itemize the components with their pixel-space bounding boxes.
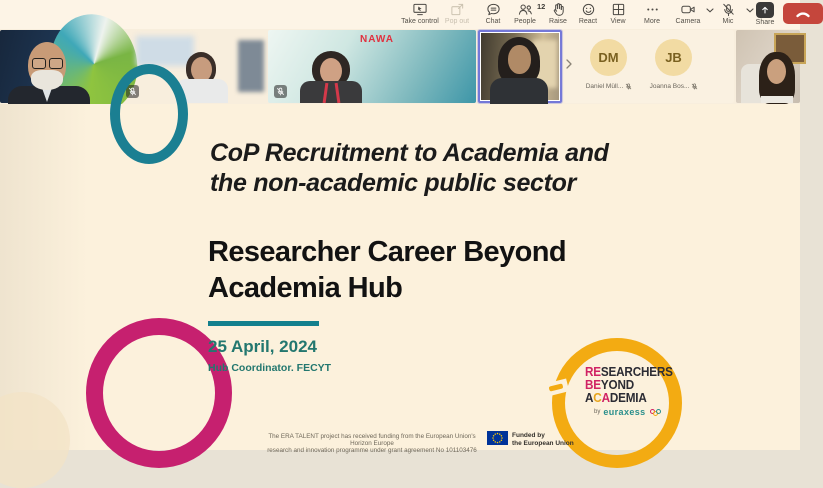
participant-beard <box>31 70 63 90</box>
chat-label: Chat <box>485 18 501 25</box>
slide-subtitle-line2: the non-academic public sector <box>210 169 577 197</box>
mic-button[interactable] <box>712 2 744 26</box>
chat-icon <box>486 2 501 17</box>
mic-label: Mic <box>722 18 734 25</box>
more-label: More <box>644 18 660 25</box>
avatar-dm[interactable]: DM <box>590 39 627 76</box>
slide-subtitle <box>210 138 609 198</box>
nawa-logo: NAWA <box>360 34 394 45</box>
people-icon <box>518 2 533 17</box>
participant-body <box>300 81 362 103</box>
slide-title-line1: Researcher Career Beyond <box>208 236 566 268</box>
slide-title <box>208 234 566 306</box>
avatar-jb[interactable]: JB <box>655 39 692 76</box>
participant-glasses <box>49 58 63 69</box>
eu-flag-icon <box>487 431 508 445</box>
avatar-name-jb <box>644 83 704 90</box>
people-label: People <box>514 18 536 25</box>
participant-glasses <box>32 58 46 69</box>
meeting-toolbar <box>0 0 800 29</box>
share-icon <box>756 2 774 18</box>
avatar-name-dm <box>579 83 639 90</box>
share-label: Share <box>755 19 775 26</box>
slide-title-line2: Academia Hub <box>208 272 403 304</box>
participant-body <box>761 96 793 103</box>
pop-out-label: Pop out <box>444 18 470 25</box>
euraxess-mark <box>650 409 661 416</box>
react-button[interactable] <box>573 2 603 26</box>
view-icon <box>611 2 626 17</box>
avatar-name-label: Daniel Müll... <box>585 83 624 90</box>
avatar-panel <box>564 30 734 103</box>
participant-video-4-active-speaker[interactable] <box>478 30 562 103</box>
camera-label: Camera <box>675 18 701 25</box>
funding-statement <box>266 433 478 455</box>
participant-video-5[interactable] <box>736 30 800 103</box>
view-label: View <box>610 18 626 25</box>
euraxess-byline <box>594 407 661 417</box>
logo-text: SEARCHERS <box>600 364 673 379</box>
funding-line2: research and innovation programme under grant agreement No 101103476 <box>267 447 477 455</box>
take-control-label: Take control <box>401 18 439 25</box>
raise-hand-button[interactable] <box>543 2 573 26</box>
participant-video-3[interactable] <box>268 30 476 103</box>
funded-by-label <box>512 432 574 447</box>
logo-text: A <box>585 390 594 405</box>
funding-line1: The ERA TALENT project has received funding from the European Union's Horizon Europe <box>268 433 476 448</box>
teal-arc-decoration <box>110 64 188 164</box>
video-background <box>238 40 264 92</box>
participant-face <box>508 45 531 74</box>
logo-accent: A <box>601 390 610 405</box>
view-button[interactable] <box>604 2 632 26</box>
participant-video-1[interactable] <box>0 30 117 103</box>
video-background <box>136 36 194 66</box>
mic-muted-icon <box>721 2 736 17</box>
logo-accent: BE <box>585 377 601 392</box>
funded-by-line1: Funded by <box>512 432 545 439</box>
logo-text: DEMIA <box>609 390 647 405</box>
mic-muted-icon <box>691 83 698 90</box>
euraxess-wordmark: euraxess <box>603 407 646 417</box>
by-label: by <box>594 409 601 415</box>
react-icon <box>581 2 596 17</box>
leave-button[interactable] <box>783 3 823 24</box>
avatar-name-label: Joanna Bos... <box>649 83 690 90</box>
people-button[interactable] <box>508 2 546 26</box>
teal-divider-bar <box>208 321 319 326</box>
camera-icon <box>680 2 696 17</box>
take-control-button[interactable] <box>395 2 445 26</box>
participant-face <box>767 59 786 84</box>
raise-hand-label: Raise <box>549 18 567 25</box>
slide-subtitle-line1: CoP Recruitment to Academia and <box>210 139 609 167</box>
logo-text: YOND <box>600 377 634 392</box>
chat-button[interactable] <box>478 2 508 26</box>
react-label: React <box>578 18 598 25</box>
slide-date: 25 April, 2024 <box>208 337 317 356</box>
pop-out-icon <box>450 2 465 17</box>
hang-up-icon <box>795 9 811 19</box>
chevron-right-icon[interactable] <box>566 59 572 69</box>
shared-slide <box>0 104 800 455</box>
pop-out-button <box>439 2 475 26</box>
share-button[interactable] <box>750 2 780 27</box>
slide-coordinator: Hub Coordinator. FECYT <box>208 362 332 374</box>
raise-hand-icon <box>551 2 566 17</box>
more-button[interactable] <box>637 2 667 26</box>
logo-accent: C <box>593 390 602 405</box>
rebeca-logo-line3 <box>585 391 647 404</box>
more-icon <box>645 2 660 17</box>
people-count-badge: 12 <box>537 2 546 11</box>
camera-button[interactable] <box>668 2 708 26</box>
take-control-icon <box>412 2 428 17</box>
mic-muted-icon <box>276 87 285 96</box>
funded-by-line2: the European Union <box>512 439 574 447</box>
logo-accent: RE <box>585 364 601 379</box>
participant-body <box>490 78 548 104</box>
mic-muted-badge <box>274 85 287 98</box>
mic-muted-icon <box>625 83 632 90</box>
